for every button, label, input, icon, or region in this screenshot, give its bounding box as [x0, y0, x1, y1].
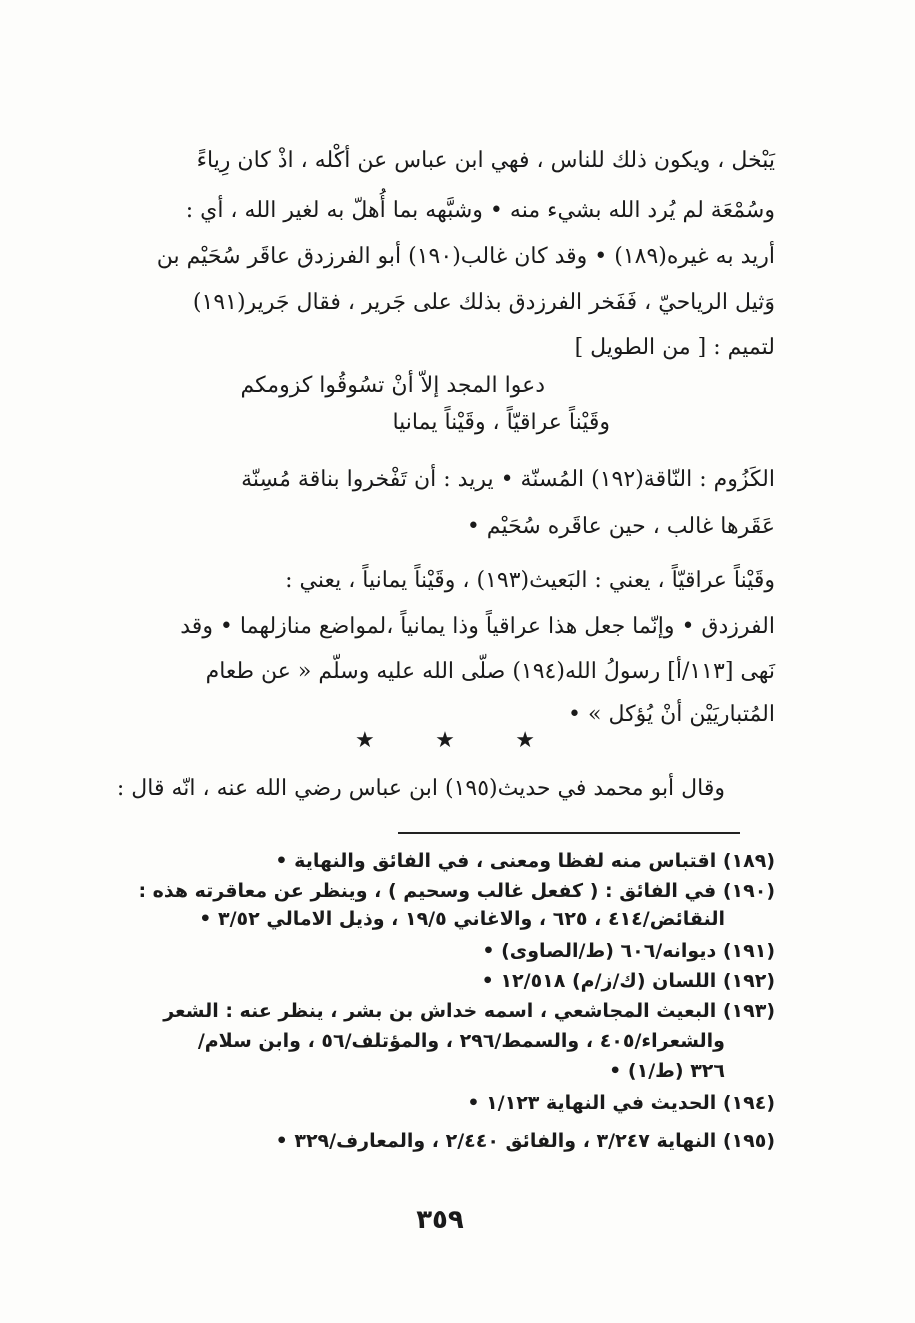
body-line: الكَزُوم : النّاقة(١٩٢) المُسنّة • يريد : أن تَفْخروا بناقة مُسِنّة — [241, 467, 775, 492]
footnote-continuation: ٣٢٦ (ط/١) • — [609, 1060, 725, 1082]
footnote-continuation: والشعراء/٤٠٥ ، والسمط/٢٩٦ ، والمؤتلف/٥٦ ، وابن سلام/ — [197, 1030, 725, 1052]
footnote: (١٩٢) اللسان (ك/ز/م) ١٢/٥١٨ • — [481, 970, 775, 992]
body-line: يَبْخل ، ويكون ذلك للناس ، فهي ابن عباس عن أكْله ، اذْ كان رِياءً — [196, 148, 775, 173]
body-line: وسُمْعَة لم يُرد الله بشيء منه • وشبَّهه بما أُهلّ به لغير الله ، أي : — [185, 198, 775, 223]
verse-line: وقَيْناً عراقيّاً ، وقَيْناً يمانيا — [392, 410, 610, 435]
body-line: لتميم : [ من الطويل ] — [574, 335, 775, 360]
footnote: (١٩١) ديوانه/٦٠٦ (ط/الصاوى) • — [482, 940, 775, 962]
body-line: نَهى [١١٣/أ] رسولُ الله(١٩٤) صلّى الله عليه وسلّم « عن طعام — [205, 659, 775, 684]
page-number: ٣٥٩ — [416, 1205, 464, 1235]
footnote-divider — [398, 832, 740, 834]
footnote: (١٨٩) اقتباس منه لفظا ومعنى ، في الفائق والنهاية • — [275, 850, 775, 872]
footnote: (١٩٠) في الفائق : ( كفعل غالب وسحيم ) ، وينظر عن معاقرته هذه : — [138, 880, 775, 902]
footnote: (١٩٤) الحديث في النهاية ١/١٢٣ • — [467, 1092, 775, 1114]
verse-line: دعوا المجد إلاّ أنْ تسُوقُوا كزومكم — [240, 373, 545, 398]
star-icon: ★ — [435, 728, 455, 753]
body-line: وقَيْناً عراقيّاً ، يعني : البَعيث(١٩٣) ، وقَيْناً يمانياً ، يعني : — [285, 568, 775, 593]
body-line: أريد به غيره(١٨٩) • وقد كان غالب(١٩٠) أبو الفرزدق عاقَر سُحَيْم بن — [156, 244, 775, 269]
body-line: عَقَرها غالب ، حين عاقَره سُحَيْم • — [466, 514, 775, 539]
body-line: المُتباريَيْن أنْ يُؤكل » • — [568, 702, 775, 727]
star-icon: ★ — [515, 728, 535, 753]
body-line: وَثيل الرياحيّ ، فَفَخر الفرزدق بذلك على جَرير ، فقال جَرير(١٩١) — [192, 290, 775, 315]
footnote: (١٩٥) النهاية ٣/٢٤٧ ، والفائق ٢/٤٤٠ ، والمعارف/٣٢٩ • — [275, 1130, 775, 1152]
footnote: (١٩٣) البعيث المجاشعي ، اسمه خداش بن بشر ، ينظر عنه : الشعر — [163, 1000, 775, 1022]
star-icon: ★ — [355, 728, 375, 753]
body-line: الفرزدق • وإنّما جعل هذا عراقياً وذا يمانياً ،لمواضع منازلهما • وقد — [180, 614, 775, 639]
footnote-continuation: النقائض/٤١٤ ، ٦٢٥ ، والاغاني ١٩/٥ ، وذيل الامالي ٣/٥٢ • — [199, 908, 725, 930]
section-separator — [355, 728, 535, 753]
body-line: وقال أبو محمد في حديث(١٩٥) ابن عباس رضي الله عنه ، انّه قال : — [116, 776, 725, 801]
